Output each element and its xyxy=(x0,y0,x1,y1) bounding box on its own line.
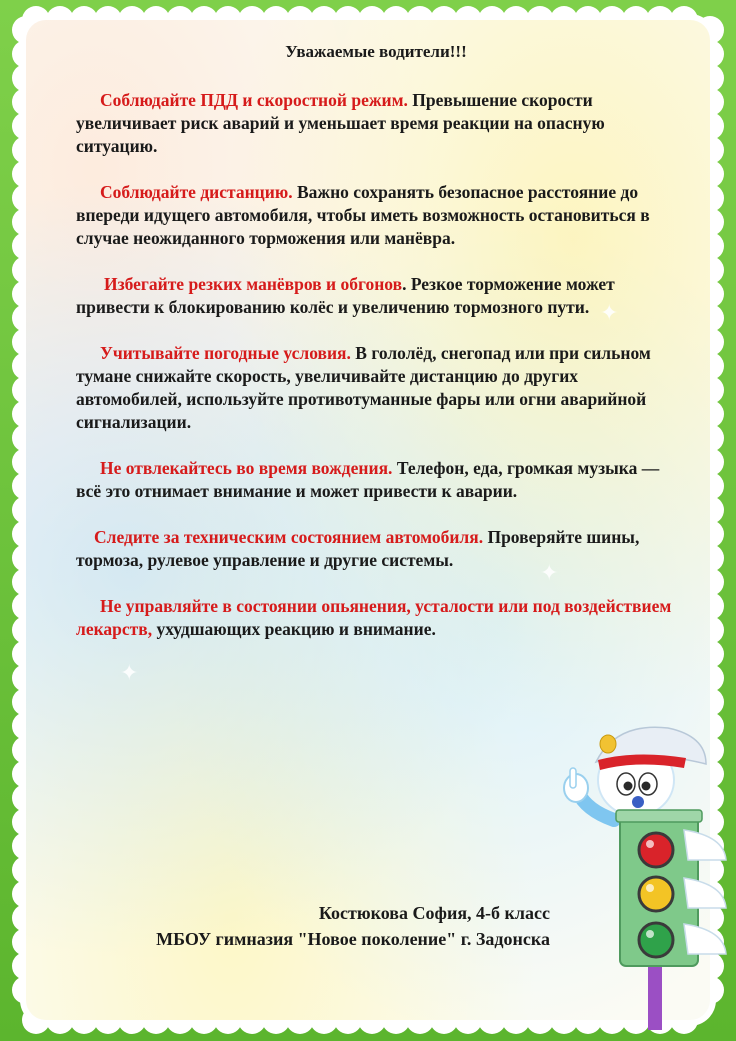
paragraph-highlight: Не управляйте в состоянии опьянения, усталости или под воздействием лекарств, xyxy=(76,596,672,639)
paragraph-highlight: Соблюдайте дистанцию. xyxy=(100,182,293,202)
paragraph-text: В гололёд, снегопад или при сильном тумане снижайте скорость, увеличивайте дистанцию до других автомобилей, используйте противотуманные фары или огни аварийной сигнализации. xyxy=(76,343,651,432)
sparkle-icon: ✦ xyxy=(600,300,619,325)
paragraph xyxy=(76,595,676,641)
traffic-light-mascot-icon xyxy=(556,710,731,1030)
paragraph-highlight: Не отвлекайтесь во время вождения. xyxy=(100,458,393,478)
signature-school: МБОУ гимназия "Новое поколение" г. Задонска xyxy=(156,929,550,949)
paragraph-text: Проверяйте шины, тормоза, рулевое управление и другие системы. xyxy=(76,527,640,570)
paragraph-text: ухудшающих реакцию и внимание. xyxy=(152,619,436,639)
signature-author: Костюкова София, 4-б класс xyxy=(318,903,550,923)
signature xyxy=(156,900,550,952)
paragraph-text: Важно сохранять безопасное расстояние до впереди идущего автомобиля, чтобы иметь возможность остановиться в случае неожиданного торможения или манёвра. xyxy=(76,182,650,248)
paragraph xyxy=(76,526,676,572)
notice-body xyxy=(76,40,676,664)
paragraph-highlight: Избегайте резких манёвров и обгонов xyxy=(104,274,403,294)
paragraph xyxy=(76,273,676,319)
paragraph-highlight: Следите за техническим состоянием автомобиля. xyxy=(94,527,484,547)
paragraph-text: . Резкое торможение может привести к блокированию колёс и увеличению тормозного пути. xyxy=(76,274,615,317)
paragraph-text: Телефон, еда, громкая музыка — всё это отнимает внимание и может привести к аварии. xyxy=(76,458,660,501)
paragraph xyxy=(76,457,676,503)
sparkle-icon: ✦ xyxy=(120,660,139,685)
paragraph xyxy=(76,342,676,434)
paragraph xyxy=(76,181,676,250)
paragraph xyxy=(76,89,676,158)
paragraph-highlight: Учитывайте погодные условия. xyxy=(100,343,351,363)
sparkle-icon: ✦ xyxy=(540,560,559,585)
paragraph-highlight: Соблюдайте ПДД и скоростной режим. xyxy=(100,90,408,110)
page-title: Уважаемые водители!!! xyxy=(285,42,467,61)
paragraph-text: Превышение скорости увеличивает риск аварий и уменьшает время реакции на опасную ситуацию. xyxy=(76,90,605,156)
